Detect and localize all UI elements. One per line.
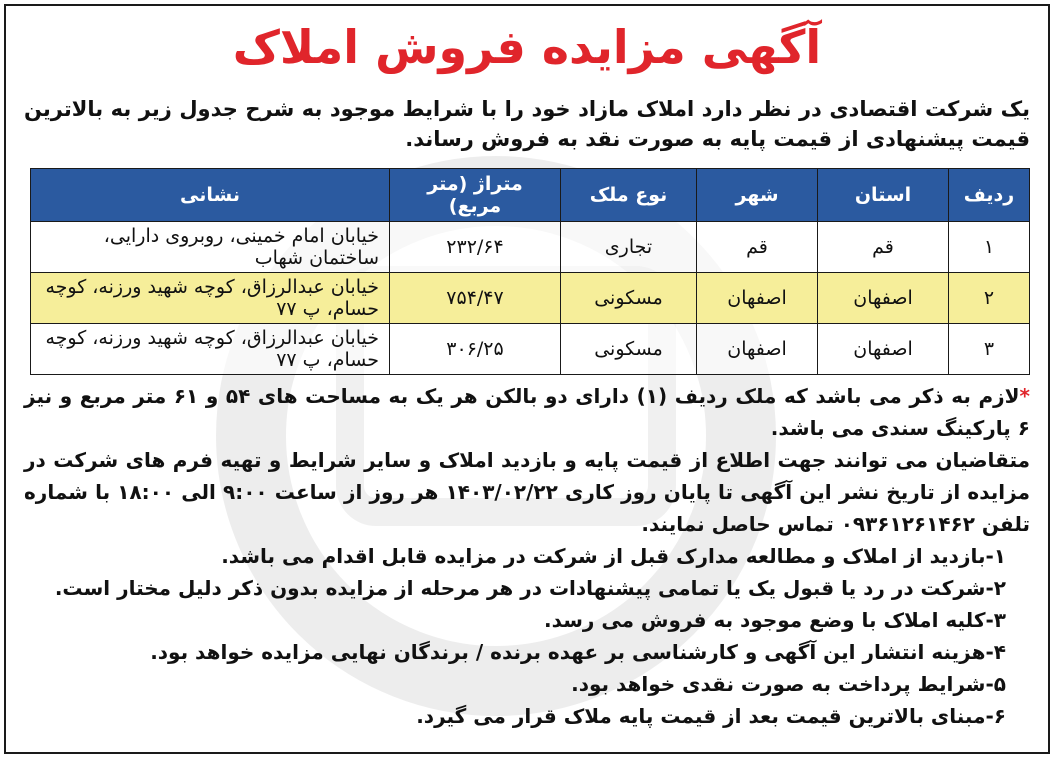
contact-paragraph: متقاضیان می توانند جهت اطلاع از قیمت پایه و بازدید املاک و سایر شرایط و تهیه فرم های شرکت در مزایده از تاریخ نشر این آگهی تا پایان روز کاری ۱۴۰۳/۰۲/۲۲ هر روز از ساعت ۹:۰۰ الی ۱۸:۰۰ با شماره تلفن ۰۹۳۶۱۲۶۱۴۶۲ تماس حاصل نمایند. (24, 448, 1030, 536)
header-address: نشانی (31, 169, 390, 222)
cell-province: اصفهان (818, 324, 949, 375)
condition-item: ۳-کلیه املاک با وضع موجود به فروش می رسد. (544, 608, 1006, 632)
cell-address: خیابان عبدالرزاق، کوچه شهید ورزنه، کوچه حسام، پ ۷۷ (31, 324, 390, 375)
cell-area: ۷۵۴/۴۷ (390, 273, 561, 324)
table-row-highlighted (31, 273, 1030, 324)
ad-frame (4, 4, 1050, 754)
properties-table (30, 168, 1030, 375)
condition-item: ۴-هزینه انتشار این آگهی و کارشناسی بر عهده برنده / برندگان نهایی مزایده خواهد بود. (150, 640, 1006, 664)
header-province: استان (818, 169, 949, 222)
cell-property-type: تجاری (561, 222, 697, 273)
cell-city: قم (697, 222, 818, 273)
header-city: شهر (697, 169, 818, 222)
cell-city: اصفهان (697, 324, 818, 375)
cell-row-number: ۱ (949, 222, 1030, 273)
cell-city: اصفهان (697, 273, 818, 324)
condition-item: ۵-شرایط پرداخت به صورت نقدی خواهد بود. (571, 672, 1006, 696)
ad-body (24, 380, 1030, 732)
cell-province: اصفهان (818, 273, 949, 324)
condition-item: ۶-مبنای بالاترین قیمت بعد از قیمت پایه ملاک قرار می گیرد. (416, 704, 1006, 728)
header-area: متراژ (متر مربع) (390, 169, 561, 222)
ad-title: آگهی مزایده فروش املاک (232, 20, 822, 74)
cell-property-type: مسکونی (561, 324, 697, 375)
condition-item: ۲-شرکت در رد یا قبول یک یا تمامی پیشنهادات در هر مرحله از مزایده بدون ذکر دلیل مختار است. (54, 576, 1006, 600)
header-property-type: نوع ملک (561, 169, 697, 222)
header-row-number: ردیف (949, 169, 1030, 222)
condition-item: ۱-بازدید از املاک و مطالعه مدارک قبل از شرکت در مزایده قابل اقدام می باشد. (221, 544, 1006, 568)
table-header-row (31, 169, 1030, 222)
cell-area: ۳۰۶/۲۵ (390, 324, 561, 375)
cell-address: خیابان امام خمینی، روبروی دارایی، ساختمان شهاب (31, 222, 390, 273)
cell-row-number: ۲ (949, 273, 1030, 324)
cell-row-number: ۳ (949, 324, 1030, 375)
note-text: لازم به ذکر می باشد که ملک ردیف (۱) دارای دو بالکن هر یک به مساحت های ۵۴ و ۶۱ متر مربع و نیز ۶ پارکینگ سندی می باشد. (24, 384, 1030, 440)
table-row (31, 222, 1030, 273)
note-paragraph (24, 380, 1030, 444)
note-asterisk: * (1019, 384, 1030, 408)
table-row (31, 324, 1030, 375)
cell-area: ۲۳۲/۶۴ (390, 222, 561, 273)
cell-property-type: مسکونی (561, 273, 697, 324)
intro-text: یک شرکت اقتصادی در نظر دارد املاک مازاد خود را با شرایط موجود به شرح جدول زیر به بالاترین قیمت پیشنهادی از قیمت پایه به صورت نقد به فروش رساند. (24, 97, 1030, 151)
cell-address: خیابان عبدالرزاق، کوچه شهید ورزنه، کوچه حسام، پ ۷۷ (31, 273, 390, 324)
cell-province: قم (818, 222, 949, 273)
